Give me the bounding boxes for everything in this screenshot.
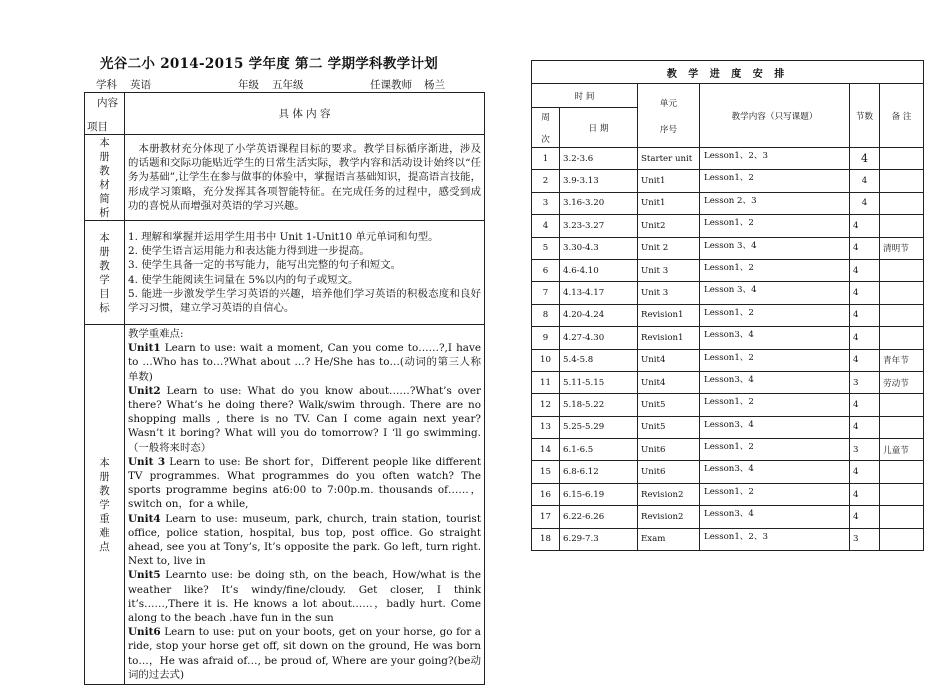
schedule-row: [532, 282, 924, 304]
schedule-row: [532, 259, 924, 281]
schedule-row: [532, 439, 924, 461]
week-cell: 14: [532, 439, 560, 461]
date-cell: 3.9-3.13: [560, 170, 638, 192]
week-cell: 9: [532, 327, 560, 349]
unit-keypoint: Unit4 Learn to use: museum, park, church, train station, tourist office, police station, hospital, bus top, post office. Go straight ahead, see you at Tony’s, It’s opposite the park. Go left, turn right. Next to, live in: [128, 512, 481, 568]
date-cell: 4.6-4.10: [560, 259, 638, 281]
note-cell: [880, 528, 924, 550]
schedule-row: [532, 237, 924, 259]
note-cell: [880, 282, 924, 304]
col-unit-line2: 序号: [659, 124, 678, 135]
hours-cell: 4: [850, 416, 880, 438]
note-cell: [880, 506, 924, 528]
hours-cell: 4: [850, 237, 880, 259]
unit-cell: Revision2: [638, 506, 700, 528]
note-cell: [880, 170, 924, 192]
subject-label: 学科: [96, 79, 117, 91]
note-cell: [880, 461, 924, 483]
week-cell: 7: [532, 282, 560, 304]
schedule-row: [532, 148, 924, 170]
goal-item: 4. 使学生能阅读生词量在 5%以内的句子或短文。: [128, 273, 359, 286]
week-cell: 17: [532, 506, 560, 528]
content-cell: Lesson1、2: [700, 170, 850, 192]
hours-cell: 4: [850, 215, 880, 237]
schedule-row: [532, 192, 924, 214]
unit-keypoint: Unit 3 Learn to use: Be short for，Different people like different TV programmes. What programmes do you often watch? The sports programme begins at6:00 to 7:00p.m. thousands of……，switch on，for a while,: [128, 455, 481, 511]
header-diagonal-cell: [85, 93, 125, 135]
schedule-row: [532, 170, 924, 192]
schedule-row: [532, 483, 924, 505]
schedule-table: [531, 60, 924, 551]
teacher-label: 任课教师: [370, 79, 412, 91]
col-week-line1: 周: [541, 112, 550, 123]
note-cell: 青年节: [880, 349, 924, 371]
goal-item: 2. 使学生语言运用能力和表达能力得到进一步提高。: [128, 245, 370, 258]
col-note: 备 注: [880, 84, 924, 148]
week-cell: 10: [532, 349, 560, 371]
section-label-keypoints: 本 册 教 学 重 难 点: [85, 325, 125, 685]
note-cell: [880, 394, 924, 416]
note-cell: [880, 416, 924, 438]
unit-cell: Revision2: [638, 483, 700, 505]
unit-cell: Exam: [638, 528, 700, 550]
date-cell: 3.16-3.20: [560, 192, 638, 214]
unit-cell: Unit4: [638, 371, 700, 393]
grade-value: 五年级: [272, 79, 304, 91]
week-cell: 16: [532, 483, 560, 505]
week-cell: 2: [532, 170, 560, 192]
grade-label: 年级: [238, 79, 259, 91]
unit-cell: Unit5: [638, 416, 700, 438]
analysis-text: 本册教材充分体现了小学英语课程目标的要求。教学目标循序渐进，涉及的话题和交际功能贴近学生的日常生活实际，教学内容和活动设计始终以“任务为基础”,让学生在参与做事的体验中，掌握语言基础知识，提高语言技能，形成学习策略，充分发挥其各项智能特征。在完成任务的过程中，感受到成功的喜悦从而增强对英语的学习兴趣。: [128, 142, 481, 212]
date-cell: 4.27-4.30: [560, 327, 638, 349]
col-unit-line1: 单元: [659, 98, 678, 109]
unit-cell: Revision1: [638, 327, 700, 349]
header-content-word: 内容: [97, 96, 118, 109]
week-cell: 12: [532, 394, 560, 416]
date-cell: 3.30-4.3: [560, 237, 638, 259]
unit-cell: Unit 2: [638, 237, 700, 259]
section-label-analysis: 本 册 教 材 简 析: [85, 135, 125, 221]
note-cell: 劳动节: [880, 371, 924, 393]
date-cell: 5.25-5.29: [560, 416, 638, 438]
schedule-row: [532, 371, 924, 393]
schedule-row: [532, 528, 924, 550]
section-analysis: [125, 135, 485, 221]
date-cell: 5.4-5.8: [560, 349, 638, 371]
content-cell: Lesson3、4: [700, 371, 850, 393]
col-date: 日 期: [560, 108, 638, 148]
info-line: [92, 77, 484, 93]
unit-cell: Unit1: [638, 192, 700, 214]
hours-cell: 4: [850, 192, 880, 214]
date-cell: 3.2-3.6: [560, 148, 638, 170]
schedule-row: [532, 349, 924, 371]
week-cell: 4: [532, 215, 560, 237]
goal-item: 5. 能进一步激发学生学习英语的兴趣，培养他们学习英语的积极态度和良好学习习惯，建立学习英语的自信心。: [128, 287, 481, 314]
week-cell: 15: [532, 461, 560, 483]
unit-cell: Unit6: [638, 461, 700, 483]
note-cell: 清明节: [880, 237, 924, 259]
note-cell: [880, 483, 924, 505]
schedule-row: [532, 327, 924, 349]
teacher-value: 杨兰: [424, 79, 445, 91]
note-cell: [880, 259, 924, 281]
content-cell: Lesson 3、4: [700, 282, 850, 304]
content-cell: Lesson 2、3: [700, 192, 850, 214]
date-cell: 6.8-6.12: [560, 461, 638, 483]
hours-cell: 4: [850, 394, 880, 416]
week-cell: 1: [532, 148, 560, 170]
week-cell: 8: [532, 304, 560, 326]
goal-item: 3. 使学生具备一定的书写能力，能写出完整的句子和短文。: [128, 259, 401, 272]
col-hours: 节数: [850, 84, 880, 148]
content-cell: Lesson1、2、3: [700, 528, 850, 550]
goal-item: 1. 理解和掌握并运用学生用书中 Unit 1-Unit10 单元单词和句型。: [128, 230, 439, 243]
content-cell: Lesson 3、4: [700, 237, 850, 259]
schedule-title: 教 学 进 度 安 排: [532, 61, 924, 84]
unit-cell: Starter unit: [638, 148, 700, 170]
week-cell: 13: [532, 416, 560, 438]
hours-cell: 4: [850, 259, 880, 281]
content-cell: Lesson3、4: [700, 416, 850, 438]
note-cell: [880, 215, 924, 237]
note-cell: [880, 304, 924, 326]
date-cell: 4.13-4.17: [560, 282, 638, 304]
content-cell: Lesson1、2: [700, 483, 850, 505]
content-cell: Lesson3、4: [700, 461, 850, 483]
schedule-row: [532, 215, 924, 237]
unit-keypoint: Unit5 Learnto use: be doing sth, on the beach, How/what is the weather like? It’s windy/fine/cloudy. Get closer, I think it’s……,There it is. He knows a lot about……，badly hurt. Come along to the beach .have fun in the sun: [128, 569, 481, 625]
col-time: 时 间: [532, 84, 638, 108]
hours-cell: 3: [850, 371, 880, 393]
schedule-row: [532, 506, 924, 528]
content-cell: Lesson3、4: [700, 327, 850, 349]
date-cell: 4.20-4.24: [560, 304, 638, 326]
unit-cell: Unit 3: [638, 259, 700, 281]
col-content: 教学内容（只写课题）: [700, 84, 850, 148]
note-cell: 儿童节: [880, 439, 924, 461]
section-keypoints: [125, 325, 485, 685]
note-cell: [880, 192, 924, 214]
content-cell: Lesson1、2: [700, 215, 850, 237]
content-cell: Lesson1、2: [700, 394, 850, 416]
hours-cell: 4: [850, 483, 880, 505]
unit-cell: Unit2: [638, 215, 700, 237]
plan-table: [84, 92, 485, 685]
schedule-row: [532, 461, 924, 483]
week-cell: 5: [532, 237, 560, 259]
hours-cell: 4: [850, 170, 880, 192]
unit-keypoint: Unit2 Learn to use: What do you know about……?What’s over there? What’s he doing there? Walk/swim through. There are no shopping malls , there is no TV. Can I come again next year? Wasn’t it boring? What will you do tomorrow? I ‘ll go swimming.（一般将来时态）: [128, 384, 481, 454]
hours-cell: 4: [850, 461, 880, 483]
date-cell: 5.11-5.15: [560, 371, 638, 393]
note-cell: [880, 327, 924, 349]
hours-cell: 4: [850, 349, 880, 371]
schedule-row: [532, 304, 924, 326]
unit-cell: Unit5: [638, 394, 700, 416]
subject-value: 英语: [130, 79, 151, 91]
content-cell: Lesson3、4: [700, 506, 850, 528]
section-goals: [125, 221, 485, 325]
unit-keypoint: Unit6 Learn to use: put on your boots, get on your horse, go for a ride, stop your horse get off, sit down on the ground, He was born to…，He was afraid of…, be proud of, Where are your going?(be动词的过去式): [128, 626, 481, 681]
page-title: 光谷二小 2014-2015 学年度 第二 学期学科教学计划: [100, 56, 439, 72]
header-content: 具 体 内 容: [125, 93, 485, 135]
content-cell: Lesson1、2: [700, 259, 850, 281]
col-week: [532, 108, 560, 148]
section-label-goals: 本 册 教 学 目 标: [85, 221, 125, 325]
col-unit: [638, 84, 700, 148]
date-cell: 5.18-5.22: [560, 394, 638, 416]
unit-cell: Unit4: [638, 349, 700, 371]
week-cell: 3: [532, 192, 560, 214]
date-cell: 6.22-6.26: [560, 506, 638, 528]
content-cell: Lesson1、2: [700, 439, 850, 461]
hours-cell: 4: [850, 148, 880, 170]
hours-cell: 4: [850, 327, 880, 349]
unit-keypoint: Unit1 Learn to use: wait a moment, Can you come to……?,I have to …Who has to…?What about …? He/She has to…(动词的第三人称单数): [128, 342, 481, 383]
keypoints-intro: 教学重难点:: [128, 328, 184, 340]
content-cell: Lesson1、2: [700, 304, 850, 326]
week-cell: 6: [532, 259, 560, 281]
unit-cell: Unit 3: [638, 282, 700, 304]
schedule-row: [532, 394, 924, 416]
unit-cell: Unit1: [638, 170, 700, 192]
hours-cell: 4: [850, 506, 880, 528]
schedule-row: [532, 416, 924, 438]
content-cell: Lesson1、2: [700, 349, 850, 371]
hours-cell: 3: [850, 439, 880, 461]
date-cell: 6.29-7.3: [560, 528, 638, 550]
header-item-word: 项目: [87, 120, 108, 133]
hours-cell: 3: [850, 528, 880, 550]
unit-cell: Unit6: [638, 439, 700, 461]
week-cell: 11: [532, 371, 560, 393]
unit-cell: Revision1: [638, 304, 700, 326]
week-cell: 18: [532, 528, 560, 550]
hours-cell: 4: [850, 304, 880, 326]
date-cell: 6.1-6.5: [560, 439, 638, 461]
content-cell: Lesson1、2、3: [700, 148, 850, 170]
hours-cell: 4: [850, 282, 880, 304]
date-cell: 3.23-3.27: [560, 215, 638, 237]
note-cell: [880, 148, 924, 170]
date-cell: 6.15-6.19: [560, 483, 638, 505]
col-week-line2: 次: [541, 134, 550, 145]
